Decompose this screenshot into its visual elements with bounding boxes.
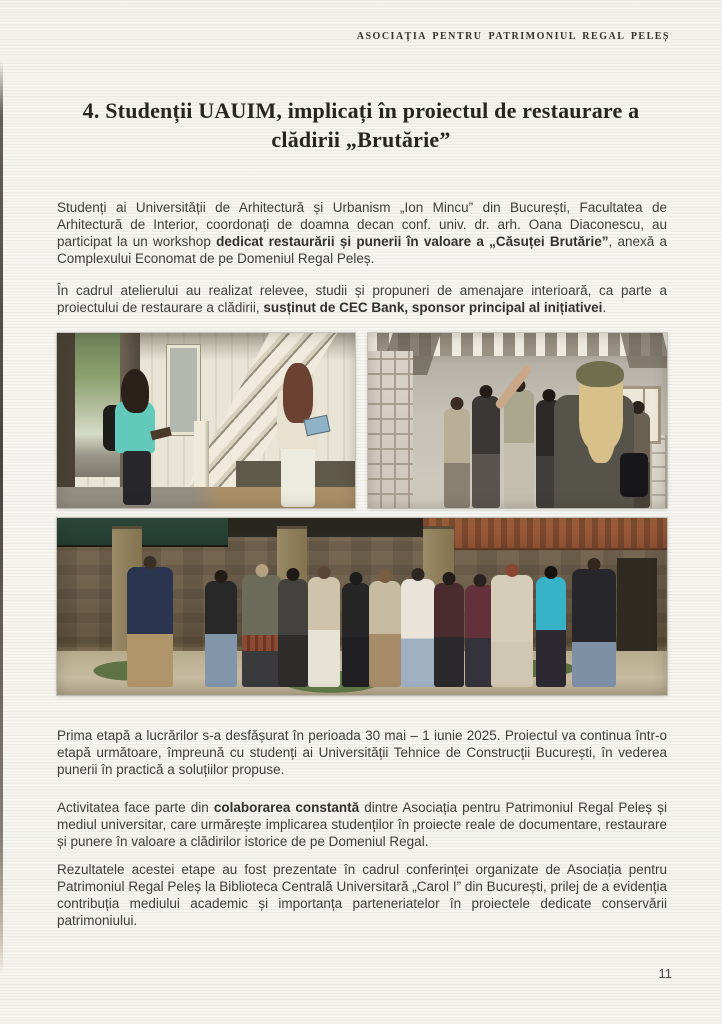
paragraph-2-text: În cadrul atelierului au realizat relevee, studii și propuneri de amenajare interioară, ca parte a proiectului de restaurare a clădirii, [57, 283, 667, 315]
paragraph-4-text: Activitatea face parte din [57, 800, 214, 815]
paragraph-4 [57, 799, 667, 850]
page-title-line2: clădirii „Brutărie” [271, 127, 451, 152]
paragraph-2-text-end: . [602, 300, 607, 315]
photo3-person-navy-hoodie [127, 567, 173, 687]
paragraph-1-bold: dedicat restaurării și punerii în valoare a „Căsuței Brutărie” [216, 234, 609, 249]
photo3-person [308, 577, 340, 687]
photo3-person [205, 581, 237, 687]
photo2-shoulder-bag [620, 453, 648, 497]
photo2-person [504, 390, 534, 508]
paragraph-5-text: Rezultatele acestei etape au fost prezentate în cadrul conferinței organizate de Asociația pentru Patrimoniul Regal Peleș la Biblioteca Centrală Universitară „Carol I” din București, prilej de a evidenția contribuția mediului academic și importanța parteneriatelor în proiectele dedicate conservării patrimoniului. [57, 862, 667, 928]
paragraph-3-text: Prima etapă a lucrărilor s-a desfășurat în perioada 30 mai – 1 iunie 2025. Proiectul va continua într-o etapă următoare, împreună cu studenți ai Universității Tehnice de Construcții București, în vederea punerii în practică a soluțiilor propuse. [57, 728, 667, 777]
photo-porch-survey [57, 333, 355, 508]
association-header: ASOCIAȚIA PENTRU PATRIMONIUL REGAL PELEȘ [356, 31, 670, 42]
paragraph-2-bold: susținut de CEC Bank, sponsor principal al inițiativei [263, 300, 603, 315]
photo1-student-right-hair [283, 363, 313, 423]
photo2-foreground-student-hair-length [586, 383, 616, 463]
paragraph-1-text-end: , anexă a Complexului Economat de pe Domeniul Regal Peleș. [57, 234, 667, 266]
photo3-person [242, 575, 282, 687]
photo3-person [434, 583, 464, 687]
photo3-plaid-shirt [242, 635, 282, 651]
photo2-dark-corner-right [621, 333, 667, 368]
paragraph-3 [57, 727, 667, 778]
photo3-green-roof [57, 518, 228, 545]
paragraph-1 [57, 199, 667, 267]
page-title-line1: 4. Studenții UAUIM, implicați în proiectul de restaurare a [82, 98, 640, 123]
paragraph-4-text-end: dintre Asociația pentru Patrimoniul Regal Peleș și mediul universitar, care urmărește implicarea studenților în proiecte reale de documentare, restaurare și punere în valoare a clădirilor istorice de pe Domeniul Regal. [57, 800, 667, 849]
photo3-person [401, 579, 435, 687]
page-number: 11 [658, 966, 672, 981]
photo3-person-cream-coat [491, 575, 533, 687]
photo3-person [342, 583, 370, 687]
paragraph-5 [57, 861, 667, 929]
photo3-tile-roof [423, 518, 667, 548]
page-left-edge-shadow [0, 60, 3, 975]
photo3-dark-doorway [617, 558, 657, 658]
photo2-foreground-student-cap [576, 361, 624, 387]
paragraph-1-text: Studenți ai Universității de Arhitectură și Urbanism „Ion Mincu” din București, Facultatea de Arhitectură de Interior, coordonați de doamna decan conf. univ. dr. arh. Oana Diaconescu, au participat la un workshop [57, 200, 667, 249]
photo-group-outdoor [57, 518, 667, 695]
photo1-student-right-legs [281, 445, 315, 507]
photo1-student-left-hair [121, 369, 149, 413]
photo-interior-group [368, 333, 667, 508]
photo2-person [444, 408, 470, 508]
photo3-person [278, 579, 308, 687]
photo3-person-black-hoodie [572, 569, 616, 687]
paragraph-4-bold: colaborarea constantă [213, 800, 360, 815]
photo2-person [472, 396, 500, 508]
photo1-student-left-legs [123, 451, 151, 505]
photo1-door-frame [57, 333, 75, 508]
photo3-person [369, 581, 401, 687]
photo3-person-turquoise [536, 577, 566, 687]
paragraph-2 [57, 282, 667, 316]
photo2-tiled-wall-left [368, 351, 413, 509]
page-title [56, 96, 666, 154]
photo3-dark-eaves [228, 518, 435, 537]
